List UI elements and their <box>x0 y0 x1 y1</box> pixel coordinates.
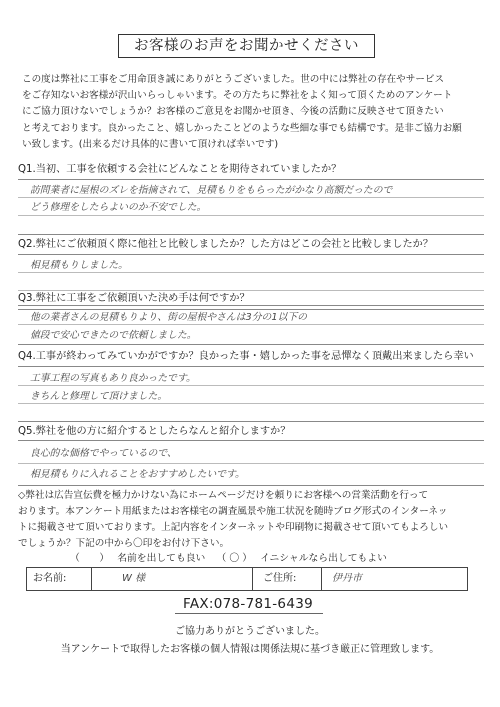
answer-4-line-1: 工事工程の写真もあり良かったです。 <box>30 373 196 384</box>
answer-1-line-2: どう修理をしたらよいのか不安でした。 <box>30 202 207 213</box>
name-value[interactable]: W 様 <box>92 568 253 590</box>
note-line: でしょうか？下記の中から〇印をお付け下さい。 <box>18 538 230 549</box>
address-label: ご住所: <box>253 568 322 590</box>
question-1: Q1.当初、工事を依頼する会社にどんなことを期待されていましたか？ <box>18 164 342 175</box>
note-line: ◇弊社は広告宣伝費を極力かけない為にホームページだけを頼りにお客様への営業活動を行って <box>18 490 429 501</box>
page-title: お客様のお声をお聞かせください <box>118 34 375 58</box>
option-initial-mark[interactable]: （ 〇 ） <box>216 553 253 564</box>
intro-line: い致します。(出来るだけ具体的に書いて頂ければ幸いです) <box>22 138 279 150</box>
publication-note <box>18 488 488 552</box>
question-3: Q3.弊社に工事をご依頼頂いた決め手は何ですか？ <box>18 293 250 304</box>
option-initial-label: イニシャルなら出してもよい <box>260 553 387 564</box>
publication-options <box>70 550 395 564</box>
question-5: Q5.弊社を他の方に紹介するとしたらなんと紹介しますか？ <box>18 426 291 437</box>
answer-5-line-2: 相見積もりに入れることをおすすめしたいです。 <box>30 469 245 480</box>
answer-box-4 <box>18 366 484 422</box>
question-4: Q4.工事が終わってみていかがですか？良かった事・嬉しかった事を忌憚なく頂戴出来ましたら幸い <box>18 351 474 362</box>
answer-4-line-2: きちんと修理して頂けました。 <box>30 391 168 402</box>
address-value[interactable]: 伊丹市 <box>332 573 362 584</box>
answer-box-1 <box>18 179 484 235</box>
name-label: お名前: <box>27 568 92 590</box>
privacy-text: 当アンケートで取得したお客様の個人情報は関係法規に基づき厳正に管理致します。 <box>60 644 440 655</box>
option-name-mark[interactable]: （ ） <box>70 553 110 564</box>
note-line: おります。本アンケート用紙またはお客様宅の調査風景や施工状況を随時ブログ形式のインターネッ <box>18 506 448 517</box>
intro-text <box>22 72 482 153</box>
thanks-text: ご協力ありがとうございました。 <box>175 626 325 637</box>
answer-box-5 <box>18 440 484 486</box>
intro-line: この度は弊社に工事をご用命頂き誠にありがとうございました。世の中には弊社の存在やサービス <box>22 74 445 85</box>
answer-5-line-1: 良心的な価格でやっているので、 <box>30 448 177 459</box>
intro-line: をご存知ないお客様が沢山いらっしゃいます。その方たちに弊社をよく知って頂くためのアンケート <box>22 90 453 102</box>
answer-3-line-1: 他の業者さんの見積もりより、街の屋根やさんは3分の1以下の <box>30 312 307 323</box>
fax-underline <box>175 613 323 614</box>
question-2: Q2.弊社にご依頼頂く際に他社と比較しましたか？した方はどこの会社と比較しましたか？ <box>18 239 434 250</box>
intro-line: と考えております。良かったこと、嬉しかったことどのような些細な事でも結構です。是非ご協力お願 <box>22 122 462 134</box>
answer-2-line-1: 相見積もりしました。 <box>30 260 128 271</box>
answer-box-3 <box>18 305 484 345</box>
fax-number: FAX:078-781-6439 <box>183 596 313 612</box>
customer-info-box <box>26 567 468 591</box>
answer-3-line-2: 値段で安心できたので依頼しました。 <box>30 330 197 341</box>
intro-line: にご協力頂けないでしょうか？お客様のご意見をお聞かせ頂き、今後の活動に反映させて頂きたい <box>22 106 444 118</box>
option-name-label: 名前を出しても良い <box>117 553 206 564</box>
answer-1-line-1: 訪問業者に屋根のズレを指摘されて、見積もりをもらったがかなり高額だったので <box>30 185 393 196</box>
note-line: トに掲載させて頂いております。上記内容をインターネットや印刷物に掲載させて頂いてもよろしい <box>18 522 449 533</box>
